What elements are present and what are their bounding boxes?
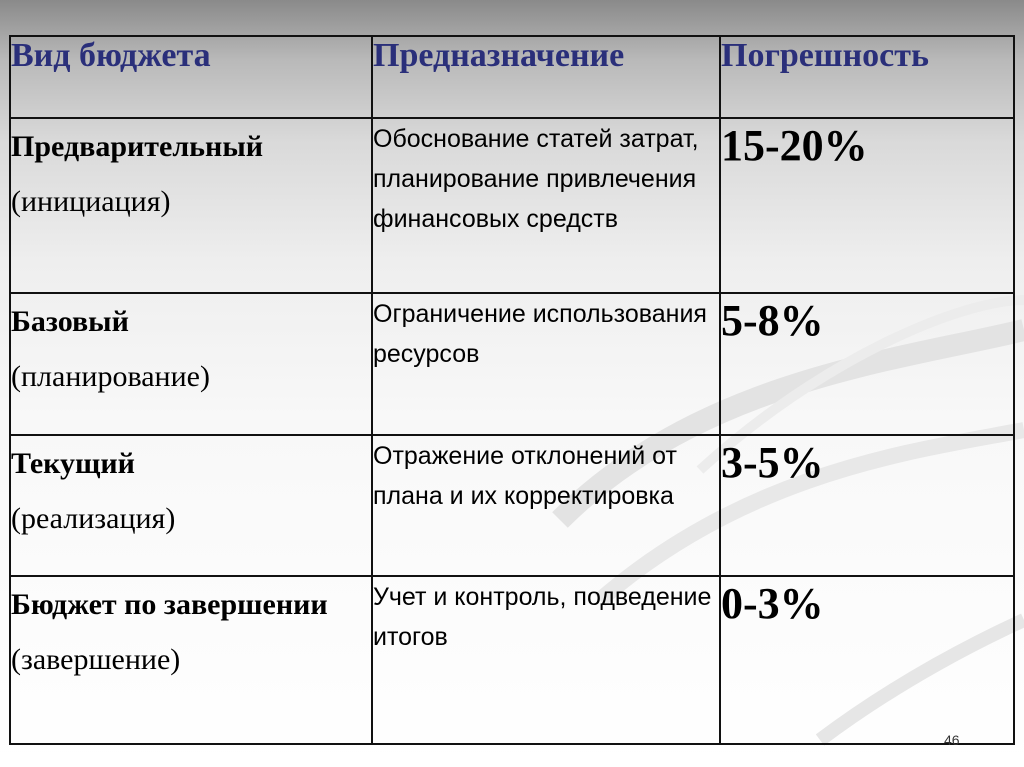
budget-type-cell	[10, 118, 372, 293]
budget-type-cell	[10, 293, 372, 435]
header-purpose: Предназначение	[372, 36, 720, 118]
budget-type-name: Текущий	[11, 447, 135, 480]
table-row	[10, 576, 1014, 744]
budget-type-stage: (реализация)	[11, 502, 176, 535]
purpose-cell: Отражение отклонений от плана и их корректировка	[372, 435, 720, 576]
error-cell: 0-3%	[720, 576, 1014, 744]
error-cell: 5-8%	[720, 293, 1014, 435]
purpose-cell: Ограничение использования ресурсов	[372, 293, 720, 435]
table-header-row	[10, 36, 1014, 118]
budget-type-name: Базовый	[11, 305, 129, 338]
table-row	[10, 118, 1014, 293]
table-row	[10, 293, 1014, 435]
error-cell: 3-5%	[720, 435, 1014, 576]
purpose-cell: Обоснование статей затрат, планирование привлечения финансовых средств	[372, 118, 720, 293]
budget-type-cell	[10, 576, 372, 744]
page-number: 46	[944, 732, 960, 748]
purpose-cell: Учет и контроль, подведение итогов	[372, 576, 720, 744]
budget-table	[9, 35, 1015, 745]
error-cell: 15-20%	[720, 118, 1014, 293]
budget-type-cell	[10, 435, 372, 576]
budget-type-stage: (инициация)	[11, 185, 171, 218]
header-budget-type: Вид бюджета	[10, 36, 372, 118]
budget-type-stage: (планирование)	[11, 360, 210, 393]
table-row	[10, 435, 1014, 576]
budget-type-name: Бюджет по завершении	[11, 588, 328, 621]
budget-type-name: Предварительный	[11, 130, 264, 163]
budget-type-stage: (завершение)	[11, 643, 181, 676]
header-error: Погрешность	[720, 36, 1014, 118]
